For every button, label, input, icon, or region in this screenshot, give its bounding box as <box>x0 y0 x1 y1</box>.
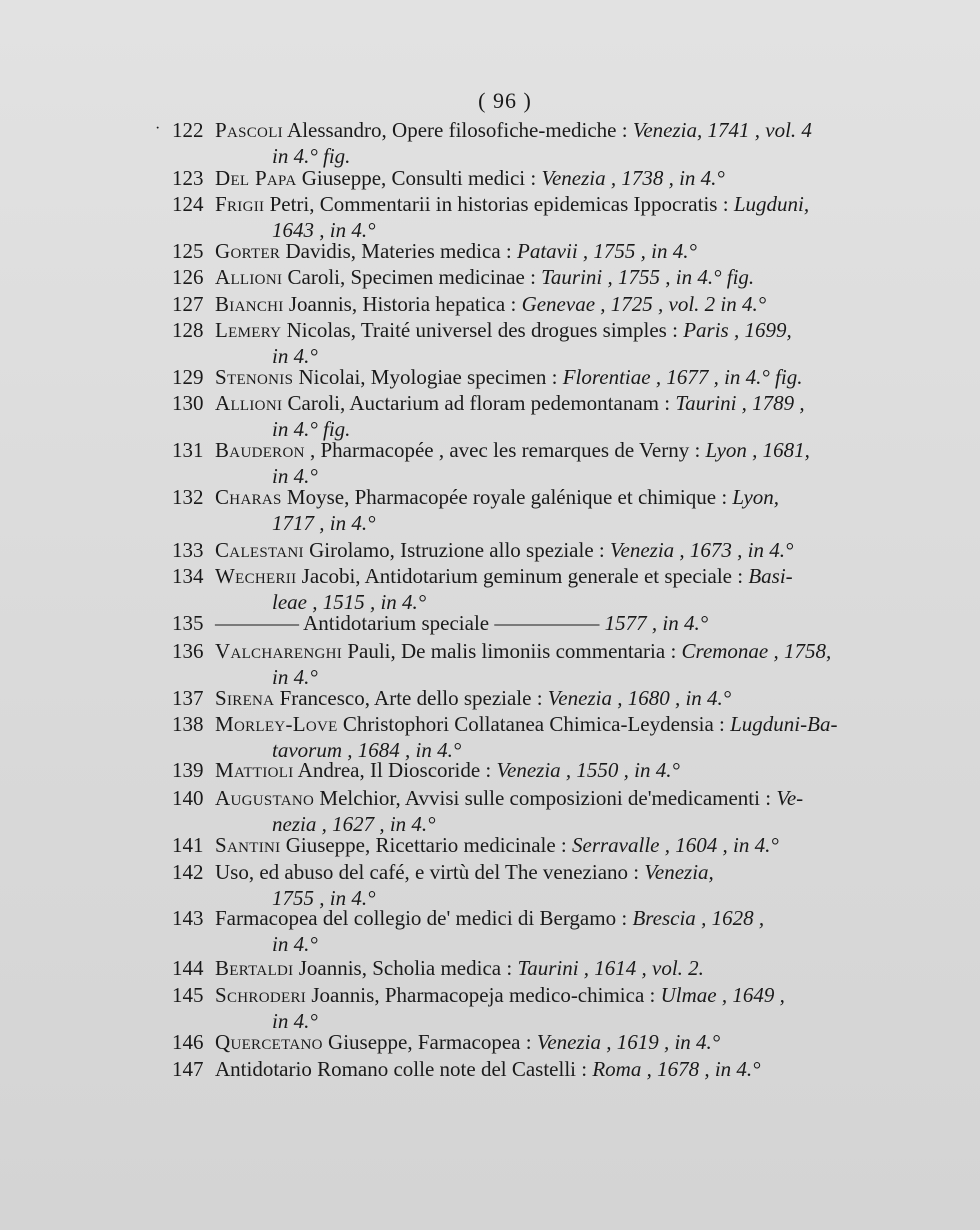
entry-place: Basi- <box>748 564 793 588</box>
entry-number: 144 <box>172 956 204 980</box>
entry-title: , Pharmacopée , avec les remarques de Verny : <box>304 438 706 462</box>
entry-title: Caroli, Auctarium ad floram pedemontanam : <box>282 391 676 415</box>
entry-first-line <box>215 438 810 463</box>
entry-number: 143 <box>172 906 204 930</box>
entry-number: 127 <box>172 292 204 316</box>
entry-author: Frigii <box>215 192 265 216</box>
entry-imprint: , 1677 , in 4.° fig. <box>650 365 803 389</box>
entry-number: 142 <box>172 860 204 884</box>
entry-continuation: 1643 , in 4.° <box>272 218 376 242</box>
entry-imprint: , 1673 , in 4.° <box>674 538 794 562</box>
entry-place: Brescia <box>632 906 696 930</box>
entry-number: 147 <box>172 1057 204 1081</box>
entry-first-line <box>215 118 812 143</box>
entry-continuation: in 4.° fig. <box>272 417 351 441</box>
entry-number: 146 <box>172 1030 204 1054</box>
entry-title: Caroli, Specimen medicinae : <box>282 265 542 289</box>
entry-continuation: leae , 1515 , in 4.° <box>272 590 427 614</box>
entry-place: Venezia <box>536 1030 601 1054</box>
entry-title: Joannis, Scholia medica : <box>293 956 518 980</box>
entry-place: Ve- <box>776 786 804 810</box>
entry-author: Stenonis <box>215 365 294 389</box>
entry-author: Charas <box>215 485 282 509</box>
entry-number: 136 <box>172 639 204 663</box>
entry-number: 137 <box>172 686 204 710</box>
entry-first-line <box>215 485 779 510</box>
entry-author: Allioni <box>215 265 283 289</box>
entry-imprint: , 1789 , <box>736 391 805 415</box>
entry-place: Paris <box>683 318 729 342</box>
entry-place: Cremonae <box>681 639 769 663</box>
entry-place: Venezia <box>547 686 612 710</box>
entry-author: Bauderon <box>215 438 305 462</box>
entry-continuation: in 4.° <box>272 932 318 956</box>
entry-author: Augustano <box>215 786 315 810</box>
entry-number: 139 <box>172 758 204 782</box>
entry-author: Wecherii <box>215 564 297 588</box>
entry-author: Valcharenghi <box>215 639 343 663</box>
entry-number: 145 <box>172 983 204 1007</box>
entry-title: Alessandro, Opere filosofiche-mediche : <box>282 118 633 142</box>
entry-number: 123 <box>172 166 204 190</box>
entry-first-line <box>215 318 792 343</box>
entry-first-line <box>215 639 831 664</box>
entry-imprint: , 1604 , in 4.° <box>659 833 779 857</box>
entry-first-line <box>215 192 809 217</box>
entry-first-line <box>215 365 802 390</box>
entry-first-line <box>215 758 680 783</box>
entry-imprint: , 1680 , in 4.° <box>611 686 732 710</box>
entry-imprint: , 1681, <box>746 438 810 462</box>
entry-place: Venezia, <box>644 860 714 884</box>
entry-first-line <box>215 983 785 1008</box>
entry-author: Schroderi <box>215 983 307 1007</box>
entry-continuation: in 4.° <box>272 344 318 368</box>
entry-title: Girolamo, Istruzione allo speziale : <box>303 538 610 562</box>
entry-imprint: , 1741 , vol. 4 <box>697 118 812 142</box>
entry-continuation: nezia , 1627 , in 4.° <box>272 812 436 836</box>
entry-title: Joannis, Pharmacopeja medico-chimica : <box>306 983 661 1007</box>
entry-title: Farmacopea del collegio de' medici di Bergamo : <box>215 906 633 930</box>
entry-first-line <box>215 564 793 589</box>
entry-first-line <box>215 239 697 264</box>
entry-title: Giuseppe, Farmacopea : <box>322 1030 537 1054</box>
entry-author: Gorter <box>215 239 281 263</box>
entry-author: Morley-Love <box>215 712 338 736</box>
entry-title: Davidis, Materies medica : <box>280 239 517 263</box>
entry-first-line <box>215 292 766 317</box>
entry-first-line <box>215 786 803 811</box>
entry-first-line <box>215 611 708 636</box>
entry-title: Nicolai, Myologiae specimen : <box>293 365 563 389</box>
entry-author: Lemery <box>215 318 282 342</box>
entry-first-line <box>215 686 731 711</box>
entry-number: 135 <box>172 611 204 635</box>
entry-imprint: 1577 , in 4.° <box>604 611 709 635</box>
entry-place: Lugduni, <box>733 192 810 216</box>
entry-title: Petri, Commentarii in historias epidemicas Ippocratis : <box>264 192 734 216</box>
entry-place: Taurini <box>675 391 737 415</box>
entry-place: Florentiae <box>562 365 651 389</box>
entry-place: Genevae <box>521 292 596 316</box>
entry-number: 130 <box>172 391 204 415</box>
entry-imprint: , 1628 , <box>695 906 765 930</box>
entry-number: 128 <box>172 318 204 342</box>
entry-author: Del Papa <box>215 166 297 190</box>
entry-imprint: , 1758, <box>768 639 832 663</box>
entry-author: Bianchi <box>215 292 284 316</box>
entry-author: Mattioli <box>215 758 294 782</box>
entry-place: Ulmae <box>660 983 717 1007</box>
entry-place: Venezia <box>496 758 561 782</box>
entry-place: Lyon <box>705 438 747 462</box>
entry-title: Andrea, Il Dioscoride : <box>293 758 497 782</box>
entry-continuation: in 4.° fig. <box>272 144 351 168</box>
entry-place: Patavii <box>517 239 578 263</box>
entry-number: 141 <box>172 833 204 857</box>
entry-place: Venezia <box>610 538 675 562</box>
entry-imprint: , 1619 , in 4.° <box>600 1030 721 1054</box>
entry-place: Roma <box>592 1057 642 1081</box>
entry-first-line <box>215 860 714 885</box>
entry-author: Santini <box>215 833 281 857</box>
entry-title: Francesco, Arte dello speziale : <box>274 686 548 710</box>
entry-title: Joannis, Historia hepatica : <box>283 292 522 316</box>
entry-title: Giuseppe, Ricettario medicinale : <box>280 833 573 857</box>
entry-imprint: , 1699, <box>728 318 792 342</box>
entry-first-line <box>215 712 837 737</box>
entry-number: 134 <box>172 564 204 588</box>
entry-imprint: , 1649 , <box>716 983 785 1007</box>
entry-number: 122 <box>172 118 204 142</box>
entry-title: Moyse, Pharmacopée royale galénique et chimique : <box>281 485 733 509</box>
entry-title: Nicolas, Traité universel des drogues simples : <box>281 318 684 342</box>
entry-imprint: , 1725 , vol. 2 in 4.° <box>595 292 767 316</box>
entry-place: Venezia <box>541 166 606 190</box>
entry-place: Lugduni-Ba- <box>730 712 838 736</box>
entry-author: Sirena <box>215 686 275 710</box>
entry-author: Allioni <box>215 391 283 415</box>
entry-number: 133 <box>172 538 204 562</box>
entry-place: Venezia <box>632 118 697 142</box>
entry-continuation: in 4.° <box>272 464 318 488</box>
entry-title: Uso, ed abuso del café, e virtù del The veneziano : <box>215 860 645 884</box>
entry-title: Giuseppe, Consulti medici : <box>296 166 542 190</box>
entry-imprint: , 1755 , in 4.° <box>577 239 697 263</box>
entry-first-line <box>215 1030 720 1055</box>
entry-author: Quercetano <box>215 1030 323 1054</box>
entry-continuation: in 4.° <box>272 665 318 689</box>
entry-number: 126 <box>172 265 204 289</box>
entry-imprint: , 1678 , in 4.° <box>641 1057 761 1081</box>
entry-number: 129 <box>172 365 204 389</box>
entry-place: Lyon, <box>732 485 780 509</box>
entry-place: Taurini <box>517 956 579 980</box>
entry-first-line <box>215 1057 761 1082</box>
entry-imprint: , 1755 , in 4.° fig. <box>602 265 755 289</box>
entry-first-line <box>215 956 704 981</box>
entry-first-line <box>215 906 764 931</box>
entry-number: 131 <box>172 438 204 462</box>
entry-title: ———— Antidotarium speciale ————— <box>215 611 605 635</box>
entry-author: Pascoli <box>215 118 283 142</box>
entry-number: 138 <box>172 712 204 736</box>
entry-imprint: , 1738 , in 4.° <box>605 166 725 190</box>
entry-continuation: 1755 , in 4.° <box>272 886 376 910</box>
entry-first-line <box>215 538 793 563</box>
entry-author: Calestani <box>215 538 304 562</box>
entry-continuation: 1717 , in 4.° <box>272 511 376 535</box>
entry-title: Christophori Collatanea Chimica-Leydensia : <box>337 712 731 736</box>
entry-place: Taurini <box>541 265 603 289</box>
entry-imprint: , 1550 , in 4.° <box>560 758 680 782</box>
entry-title: Antidotario Romano colle note del Castelli : <box>215 1057 593 1081</box>
entry-first-line <box>215 833 779 858</box>
entry-title: Melchior, Avvisi sulle composizioni de'medicamenti : <box>314 786 777 810</box>
entry-number: 124 <box>172 192 204 216</box>
entry-title: Jacobi, Antidotarium geminum generale et speciale : <box>296 564 749 588</box>
entry-imprint: , 1614 , vol. 2. <box>578 956 704 980</box>
entry-continuation: in 4.° <box>272 1009 318 1033</box>
entry-number: 125 <box>172 239 204 263</box>
entry-number: 140 <box>172 786 204 810</box>
entry-title: Pauli, De malis limoniis commentaria : <box>342 639 682 663</box>
entry-number: 132 <box>172 485 204 509</box>
entry-first-line <box>215 166 725 191</box>
entry-place: Serravalle <box>572 833 660 857</box>
margin-dot: · <box>155 120 161 137</box>
entry-first-line <box>215 391 805 416</box>
page-number: ( 96 ) <box>478 88 532 113</box>
entry-first-line <box>215 265 754 290</box>
entry-continuation: tavorum , 1684 , in 4.° <box>272 738 462 762</box>
entry-author: Bertaldi <box>215 956 294 980</box>
